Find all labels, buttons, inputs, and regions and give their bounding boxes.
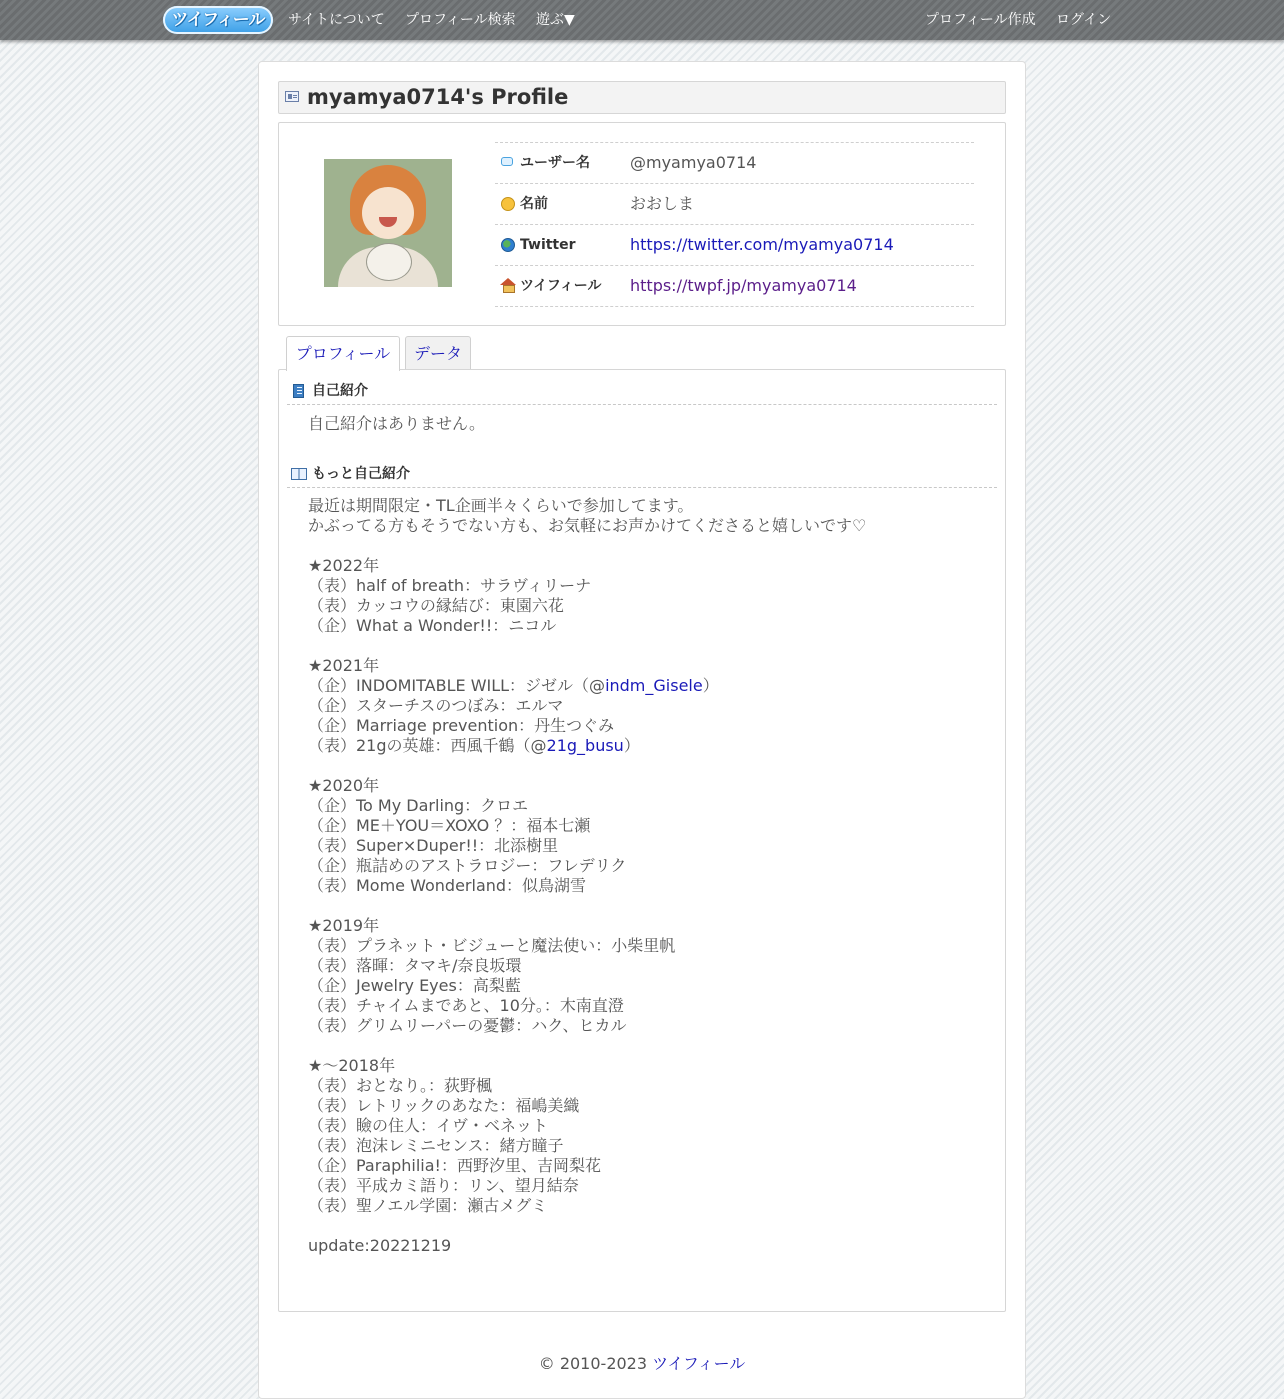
intro-line bbox=[308, 996, 866, 1016]
profile-info-table bbox=[495, 142, 974, 307]
intro-line bbox=[308, 836, 866, 856]
intro-line bbox=[308, 1156, 866, 1176]
intro-line-text: （表）おとなり。：荻野楓 bbox=[308, 1076, 493, 1095]
intro-line-text: （表）Mome Wonderland：似鳥湖雪 bbox=[308, 876, 587, 895]
intro-line bbox=[308, 956, 866, 976]
twpf-link[interactable]: https://twpf.jp/myamya0714 bbox=[630, 276, 857, 295]
intro-line-text: （表）21gの英雄：西風千鶴（@ bbox=[308, 736, 547, 755]
intro-line-text: update:20221219 bbox=[308, 1236, 452, 1255]
notebook-icon bbox=[293, 384, 304, 398]
intro-line-text: （企）Jewelry Eyes：高梨藍 bbox=[308, 976, 521, 995]
intro-line bbox=[308, 976, 866, 996]
intro-line bbox=[308, 936, 866, 956]
intro-line bbox=[308, 816, 866, 836]
intro-line-text: （企）ME＋YOU＝XOXO ？：福本七瀬 bbox=[308, 816, 591, 835]
info-row-name bbox=[495, 184, 974, 225]
speech-bubble-icon bbox=[501, 157, 513, 166]
twitter-handle-link[interactable]: 21g_busu bbox=[546, 736, 624, 755]
intro-line-text: （表）プラネット・ビジューと魔法使い：小柴里帆 bbox=[308, 936, 676, 955]
intro-line bbox=[308, 1076, 866, 1096]
intro-line-text: ★2019年 bbox=[308, 916, 380, 935]
intro-line bbox=[308, 496, 866, 516]
info-row-twpf bbox=[495, 266, 974, 307]
more-section-header bbox=[287, 461, 997, 488]
twitter-handle-link[interactable]: indm_Gisele bbox=[605, 676, 703, 695]
intro-line-text: （表）聖ノエル学園：瀬古メグミ bbox=[308, 1196, 548, 1215]
intro-line bbox=[308, 636, 866, 656]
intro-line-text: （企）INDOMITABLE WILL：ジゼル（@ bbox=[308, 676, 606, 695]
intro-line bbox=[308, 676, 866, 696]
copyright-text: © 2010-2023 bbox=[538, 1354, 653, 1373]
info-row-username bbox=[495, 143, 974, 184]
nav-about-link[interactable]: サイトについて bbox=[288, 12, 385, 28]
intro-section-header bbox=[287, 378, 997, 405]
intro-line bbox=[308, 776, 866, 796]
intro-section-title: 自己紹介 bbox=[312, 383, 368, 399]
top-nav-bar bbox=[0, 0, 1284, 40]
intro-line-text: （表）チャイムまであと、10分。：木南直澄 bbox=[308, 996, 624, 1015]
intro-line bbox=[308, 716, 866, 736]
intro-line-text: （表）グリムリーパーの憂鬱：ハク、ヒカル bbox=[308, 1016, 627, 1035]
intro-line bbox=[308, 1216, 866, 1236]
tab-profile[interactable]: プロフィール bbox=[286, 336, 400, 371]
name-label: 名前 bbox=[520, 196, 548, 212]
name-value: おおしま bbox=[630, 194, 695, 213]
intro-line-text: （表）落暉：タマキ/奈良坂環 bbox=[308, 956, 522, 975]
intro-line-text: （企）Marriage prevention：丹生つぐみ bbox=[308, 716, 615, 735]
intro-line bbox=[308, 616, 866, 636]
profile-title-bar bbox=[278, 81, 1006, 114]
intro-line-text: （企）瓶詰めのアストラロジー：フレデリク bbox=[308, 856, 627, 875]
intro-line-text: （表）泡沫レミニセンス：緒方瞳子 bbox=[308, 1136, 564, 1155]
intro-line bbox=[308, 736, 866, 756]
intro-line bbox=[308, 516, 866, 536]
intro-line-text: （企）What a Wonder!!：ニコル bbox=[308, 616, 557, 635]
intro-line-text: （表）瞼の住人：イヴ・ベネット bbox=[308, 1116, 549, 1135]
nav-create-profile-link[interactable]: プロフィール作成 bbox=[925, 12, 1036, 28]
intro-line-text: 最近は期間限定・TL企画半々くらいで参加してます。 bbox=[308, 496, 694, 515]
intro-line bbox=[308, 1016, 866, 1036]
intro-line bbox=[308, 916, 866, 936]
intro-line bbox=[308, 696, 866, 716]
intro-line-text: （表）カッコウの縁結び：東園六花 bbox=[308, 596, 564, 615]
intro-line bbox=[308, 556, 866, 576]
more-section-title: もっと自己紹介 bbox=[312, 466, 410, 482]
intro-line-text: ★2022年 bbox=[308, 556, 380, 575]
intro-line bbox=[308, 536, 866, 556]
intro-line bbox=[308, 1236, 866, 1256]
open-book-icon bbox=[291, 468, 307, 480]
avatar[interactable] bbox=[324, 159, 452, 287]
intro-line bbox=[308, 656, 866, 676]
smiley-icon bbox=[501, 197, 515, 211]
intro-line bbox=[308, 1196, 866, 1216]
intro-line bbox=[308, 856, 866, 876]
intro-line bbox=[308, 896, 866, 916]
nav-play-menu[interactable]: 遊ぶ▼ bbox=[536, 12, 575, 28]
intro-line bbox=[308, 796, 866, 816]
intro-line bbox=[308, 596, 866, 616]
intro-line-text: （企）Paraphilia!：西野汐里、吉岡梨花 bbox=[308, 1156, 601, 1175]
intro-line bbox=[308, 1116, 866, 1136]
intro-text: 自己紹介はありません。 bbox=[308, 414, 485, 433]
intro-line-text: （表）half of breath：サラヴィリーナ bbox=[308, 576, 592, 595]
intro-line bbox=[308, 1036, 866, 1056]
id-card-icon bbox=[285, 91, 299, 102]
tab-data[interactable]: データ bbox=[405, 336, 471, 370]
profile-card bbox=[278, 122, 1006, 326]
footer-site-link[interactable]: ツイフィール bbox=[652, 1354, 746, 1373]
page-title: myamya0714's Profile bbox=[307, 85, 569, 109]
main-container bbox=[258, 61, 1026, 1399]
house-icon bbox=[500, 278, 516, 285]
intro-line-text: ★2020年 bbox=[308, 776, 380, 795]
twitter-link[interactable]: https://twitter.com/myamya0714 bbox=[630, 235, 894, 254]
intro-line-text: （表）平成カミ語り：リン、望月結奈 bbox=[308, 1176, 579, 1195]
nav-profile-search-link[interactable]: プロフィール検索 bbox=[405, 12, 516, 28]
footer bbox=[259, 1354, 1025, 1374]
tab-content-panel bbox=[278, 369, 1006, 1312]
username-value: @myamya0714 bbox=[630, 153, 757, 172]
intro-line bbox=[308, 756, 866, 776]
intro-line-text: （企）To My Darling：クロエ bbox=[308, 796, 529, 815]
intro-line-text: ★2021年 bbox=[308, 656, 380, 675]
intro-line-text: （表）Super×Duper!!：北添樹里 bbox=[308, 836, 559, 855]
globe-icon bbox=[501, 238, 515, 252]
intro-line bbox=[308, 876, 866, 896]
intro-line bbox=[308, 576, 866, 596]
intro-line-text: ） bbox=[623, 736, 640, 755]
twpf-label: ツイフィール bbox=[520, 278, 602, 294]
intro-line-text: （表）レトリックのあなた：福嶋美織 bbox=[308, 1096, 580, 1115]
intro-line-text: （企）スターチスのつぼみ：エルマ bbox=[308, 696, 564, 715]
more-intro-text bbox=[308, 496, 866, 1256]
username-label: ユーザー名 bbox=[520, 155, 590, 171]
intro-line bbox=[308, 1136, 866, 1156]
intro-line bbox=[308, 1176, 866, 1196]
intro-line bbox=[308, 1096, 866, 1116]
twitter-label: Twitter bbox=[520, 237, 576, 253]
nav-login-link[interactable]: ログイン bbox=[1056, 12, 1112, 28]
site-logo[interactable]: ツイフィール bbox=[163, 6, 273, 34]
intro-line bbox=[308, 1056, 866, 1076]
intro-line-text: ） bbox=[702, 676, 719, 695]
info-row-twitter bbox=[495, 225, 974, 266]
intro-line-text: かぶってる方もそうでない方も、お気軽にお声かけてくださると嬉しいです♡ bbox=[308, 516, 867, 535]
intro-line-text: ★〜2018年 bbox=[308, 1056, 396, 1075]
